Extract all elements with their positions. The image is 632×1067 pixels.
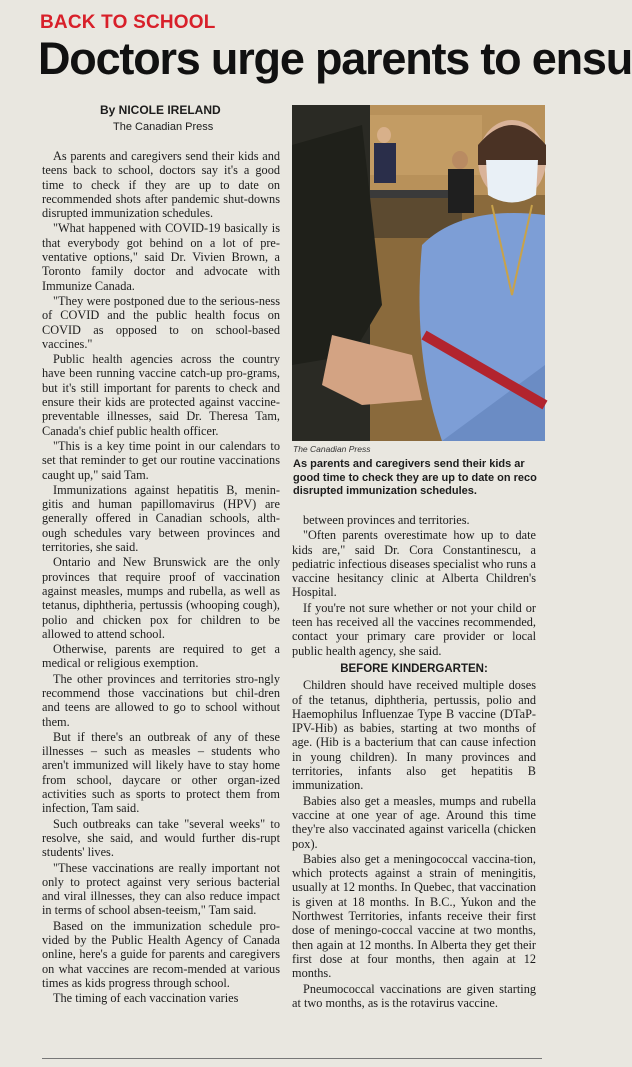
article-column-2 xyxy=(292,513,536,1011)
article-paragraph: Immunizations against hepatitis B, menin-gitis and human papillomavirus (HPV) are generally offered in Canadian schools, alth-ough schedules vary between provinces and territories, she said. xyxy=(42,482,280,555)
article-paragraph: "Often parents overestimate how up to date kids are," said Dr. Cora Constantinescu, a pediatric infectious diseases specialist who runs a vaccine hesitancy clinic at Alberta Children's Hospital. xyxy=(292,528,536,600)
bottom-rule xyxy=(42,1058,542,1059)
article-paragraph: Based on the immunization schedule pro-vided by the Public Health Agency of Canada online, here's a guide for parents and caregivers on what vaccines are recom-mended at various times as kids progress through school. xyxy=(42,918,280,990)
article-paragraph: "This is a key time point in our calendars to set that reminder to get our routine vaccinations caught up," said Tam. xyxy=(42,438,280,482)
photo-credit: The Canadian Press xyxy=(293,444,371,454)
photo-caption xyxy=(293,458,545,499)
article-paragraph: Public health agencies across the country have been running vaccine catch-up pro-grams, but it's still important for parents to check and ensure their kids are protected against vaccine-preventable illnesses, said Dr. Theresa Tam, Canada's chief public health officer. xyxy=(42,352,280,438)
article-paragraph: between provinces and territories. xyxy=(303,513,470,527)
news-photo xyxy=(292,105,545,441)
article-paragraph: "These vaccinations are really important not only to protect against very serious bacterial and viral illnesses, they can also reduce impact in terms of school absen-teeism," Tam said. xyxy=(42,860,280,918)
caption-line: As parents and caregivers send their kids ar xyxy=(293,458,525,470)
article-paragraph: "They were postponed due to the serious-ness of COVID and the public health focus on COVID as opposed to on school-based vaccines." xyxy=(42,293,280,351)
article-paragraph: But if there's an outbreak of any of these illnesses – such as measles – students who aren't immunized will likely have to stay home from school, daycare or other organ-ized activities such as sports to protect them from infection, Tam said. xyxy=(42,729,280,816)
article-paragraph: The other provinces and territories stro-ngly recommend those vaccinations but chil-dren and teens are allowed to go to school without them. xyxy=(42,671,280,729)
article-paragraph: Otherwise, parents are required to get a medical or religious exemption. xyxy=(42,642,280,671)
photo-illustration xyxy=(292,105,545,441)
article-column-1 xyxy=(42,149,280,1007)
column-2-top xyxy=(292,513,536,658)
article-paragraph: Ontario and New Brunswick are the only provinces that require proof of vaccination against measles, mumps and rubella, as well as tetanus, diphtheria, pertussis (whooping cough), polio and chicken pox for children to be allowed to attend school. xyxy=(42,555,280,641)
byline: By NICOLE IRELAND xyxy=(100,103,221,117)
caption-line: good time to check they are up to date on reco xyxy=(293,471,537,484)
byline-agency: The Canadian Press xyxy=(113,121,214,133)
article-paragraph: Babies also get a measles, mumps and rubella vaccine at one year of age. Around this time they're also vaccinated against varicella (chicken pox). xyxy=(292,793,536,851)
article-paragraph: Children should have received multiple doses of the tetanus, diphtheria, pertussis, polio and Haemophilus Influenzae Type B vaccine (DTaP-IPV-Hib) as babies, starting at two months of age. (Hib is a bacterium that can cause infection in young children). In many provinces and territories, infants also get hepatitis B immunization. xyxy=(292,678,536,793)
article-paragraph: Babies also get a meningococcal vaccina-tion, which protects against a strain of meningitis, usually at 12 months. In Quebec, that vaccination is given at 18 months. In B.C., Yukon and the Northwest Territories, infants receive their first dose of meningo-coccal vaccine at two months, then again at 12 months. In Alberta they get their first dose at four months, then again at 12 months. xyxy=(292,851,536,981)
article-paragraph: The timing of each vaccination varies xyxy=(53,991,239,1006)
column-2-bottom xyxy=(292,678,536,1010)
article-paragraph: Pneumococcal vaccinations are given starting at two months, as is the rotavirus vaccine. xyxy=(292,981,536,1010)
article-paragraph: Such outbreaks can take "several weeks" to resolve, she said, and would further dis-rupt students' lives. xyxy=(42,816,280,860)
section-kicker: BACK TO SCHOOL xyxy=(40,12,216,33)
caption-line: disrupted immunization schedules. xyxy=(293,485,477,497)
article-paragraph: If you're not sure whether or not your child or teen has received all the vaccines recommended, contact your primary care provider or local public health agency, she said. xyxy=(292,600,536,658)
section-subhead: BEFORE KINDERGARTEN: xyxy=(340,662,488,675)
article-paragraph: As parents and caregivers send their kids and teens back to school, doctors say it's a good time to check if they are up to date on recommended shots after pandemic shut-downs disrupted immunization schedules. xyxy=(42,149,280,221)
headline: Doctors urge parents to ensu xyxy=(38,33,632,84)
article-paragraph: "What happened with COVID-19 basically is that everybody got behind on a lot of pre-ventative options," said Dr. Vivien Brown, a Toronto family doctor and advocate with Immunize Canada. xyxy=(42,221,280,293)
